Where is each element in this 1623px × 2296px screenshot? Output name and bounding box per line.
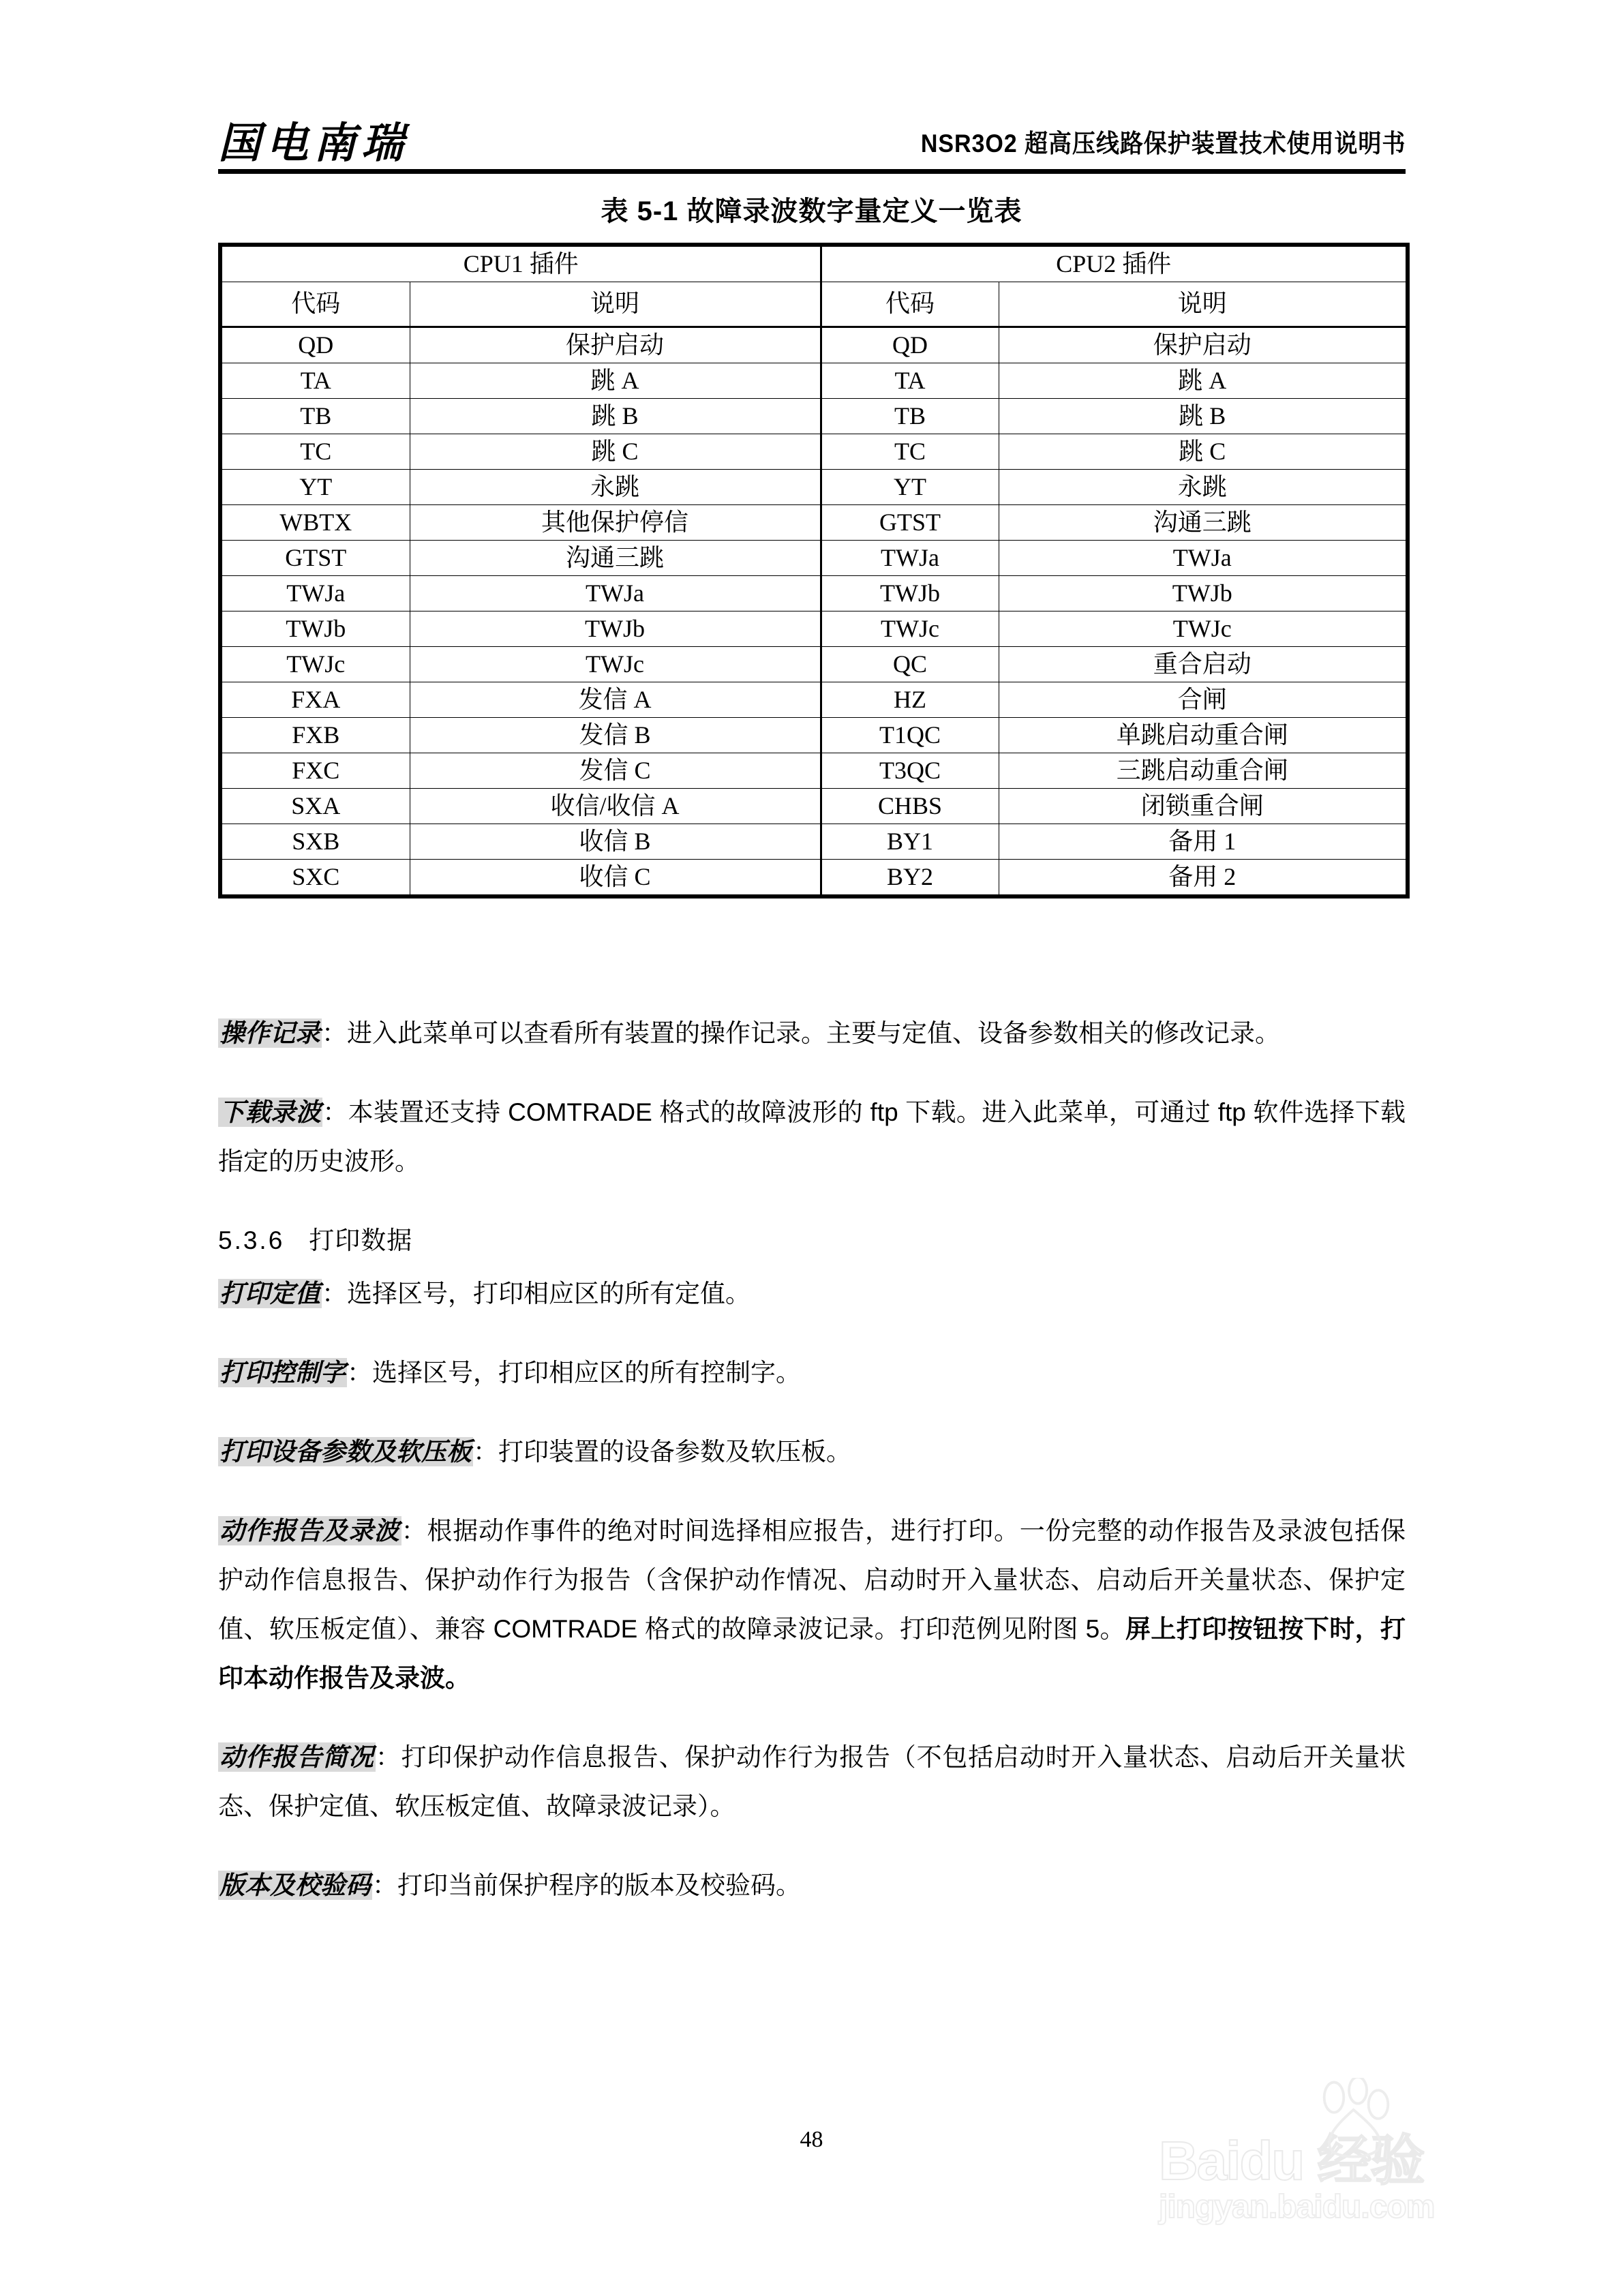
table-column-header: 说明 bbox=[999, 282, 1408, 327]
table-cell-description: TWJb bbox=[999, 576, 1408, 611]
term-print-device-params: 打印设备参数及软压板 bbox=[219, 1438, 472, 1466]
table-cell-description: 闭锁重合闸 bbox=[999, 789, 1408, 824]
table-cell-description: 重合启动 bbox=[999, 647, 1408, 682]
table-cell-description: 收信/收信 A bbox=[410, 789, 821, 824]
text-operation-record: ：进入此菜单可以查看所有装置的操作记录。主要与定值、设备参数相关的修改记录。 bbox=[322, 1019, 1280, 1047]
page-header bbox=[218, 102, 1406, 177]
table-cell-code: TC bbox=[220, 434, 410, 470]
baidu-watermark bbox=[1159, 2079, 1581, 2263]
table-cell-code: TWJc bbox=[220, 647, 410, 682]
table-subheader-row bbox=[220, 282, 1408, 327]
table-cell-description: 收信 C bbox=[410, 860, 821, 897]
table-cell-description: 收信 B bbox=[410, 824, 821, 860]
table-cell-code: TWJb bbox=[821, 576, 999, 611]
paragraph-action-report-wave bbox=[218, 1507, 1406, 1703]
table-column-header: 说明 bbox=[410, 282, 821, 327]
table-cell-description: 合闸 bbox=[999, 682, 1408, 718]
term-action-report-wave: 动作报告及录波 bbox=[219, 1517, 400, 1545]
table-cell-description: 其他保护停信 bbox=[410, 505, 821, 541]
table-cell-description: 跳 B bbox=[410, 399, 821, 434]
table-cell-code: BY2 bbox=[821, 860, 999, 897]
table-cell-code: TWJc bbox=[821, 611, 999, 647]
table-cell-code: TC bbox=[821, 434, 999, 470]
table-cell-code: QC bbox=[821, 647, 999, 682]
paragraph-version-checksum bbox=[218, 1861, 1406, 1910]
table-row bbox=[220, 753, 1408, 789]
table-row bbox=[220, 399, 1408, 434]
header-title: NSR3O2 超高压线路保护装置技术使用说明书 bbox=[920, 130, 1406, 157]
paragraph-download-wave bbox=[218, 1088, 1406, 1186]
table-column-header: 代码 bbox=[821, 282, 999, 327]
table-cell-code: QD bbox=[220, 327, 410, 363]
table-cell-description: 发信 B bbox=[410, 718, 821, 753]
table-cell-code: CHBS bbox=[821, 789, 999, 824]
term-action-report-brief: 动作报告简况 bbox=[219, 1743, 374, 1771]
table-row bbox=[220, 647, 1408, 682]
digital-quantity-table bbox=[218, 243, 1406, 898]
table-cell-code: BY1 bbox=[821, 824, 999, 860]
table-cell-code: QD bbox=[821, 327, 999, 363]
table-cell-description: 跳 C bbox=[410, 434, 821, 470]
table-cell-code: YT bbox=[220, 470, 410, 505]
table-cell-description: 永跳 bbox=[999, 470, 1408, 505]
table-cell-code: T1QC bbox=[821, 718, 999, 753]
paragraph-print-device-params bbox=[218, 1428, 1406, 1477]
text-action-report-wave: ：根据动作事件的绝对时间选择相应报告，进行打印。一份完整的动作报告及录波包括保护动作信息报告、保护动作行为报告（含保护动作情况、启动时开入量状态、启动后开关量状态、保护定值、软压板定值）、兼容 COMTRADE 格式的故障录波记录。打印范例见附图 5。 bbox=[218, 1517, 1406, 1643]
table-row bbox=[220, 327, 1408, 363]
text-action-report-brief: ：打印保护动作信息报告、保护动作行为报告（不包括启动时开入量状态、启动后开关量状态、保护定值、软压板定值、故障录波记录）。 bbox=[218, 1743, 1406, 1820]
text-print-setting: ：选择区号，打印相应区的所有定值。 bbox=[322, 1280, 750, 1308]
table-cell-code: TB bbox=[821, 399, 999, 434]
table-cell-description: TWJb bbox=[410, 611, 821, 647]
table-cell-description: 沟通三跳 bbox=[410, 541, 821, 576]
term-download-wave: 下载录波 bbox=[219, 1098, 322, 1126]
table-row bbox=[220, 505, 1408, 541]
table-cell-description: 单跳启动重合闸 bbox=[999, 718, 1408, 753]
section-number: 5.3.6 bbox=[218, 1226, 285, 1254]
section-title: 打印数据 bbox=[309, 1226, 413, 1254]
text-print-control-word: ：选择区号，打印相应区的所有控制字。 bbox=[347, 1359, 801, 1387]
page-number: 48 bbox=[800, 2127, 823, 2152]
paragraph-print-control-word bbox=[218, 1348, 1406, 1398]
table-group-header: CPU1 插件 bbox=[220, 245, 821, 282]
watermark-url: jingyan.baidu.com bbox=[1159, 2189, 1435, 2225]
table-row bbox=[220, 789, 1408, 824]
table-cell-code: WBTX bbox=[220, 505, 410, 541]
table-cell-description: TWJa bbox=[999, 541, 1408, 576]
table-cell-code: TA bbox=[220, 363, 410, 399]
text-action-report-wave-bold: 屏上打印按钮按下时，打印本动作报告及录波。 bbox=[218, 1615, 1406, 1692]
table-row bbox=[220, 434, 1408, 470]
table-cell-code: TB bbox=[220, 399, 410, 434]
term-print-control-word: 打印控制字 bbox=[219, 1359, 346, 1387]
table-cell-description: TWJa bbox=[410, 576, 821, 611]
table-cell-code: SXB bbox=[220, 824, 410, 860]
table-cell-description: 跳 B bbox=[999, 399, 1408, 434]
table-cell-code: TWJa bbox=[821, 541, 999, 576]
table-cell-code: YT bbox=[821, 470, 999, 505]
table-group-header-row bbox=[220, 245, 1408, 282]
table-cell-description: 永跳 bbox=[410, 470, 821, 505]
table-cell-code: HZ bbox=[821, 682, 999, 718]
table-cell-code: FXB bbox=[220, 718, 410, 753]
header-rule bbox=[218, 169, 1406, 174]
table-cell-description: 跳 A bbox=[999, 363, 1408, 399]
text-download-wave: ：本装置还支持 COMTRADE 格式的故障波形的 ftp 下载。进入此菜单，可通过 ftp 软件选择下载指定的历史波形。 bbox=[218, 1098, 1406, 1175]
table-cell-code: GTST bbox=[220, 541, 410, 576]
table-cell-description: TWJc bbox=[999, 611, 1408, 647]
table-row bbox=[220, 470, 1408, 505]
term-operation-record: 操作记录 bbox=[219, 1019, 320, 1047]
text-version-checksum: ：打印当前保护程序的版本及校验码。 bbox=[372, 1871, 801, 1899]
table-caption: 表 5-1 故障录波数字量定义一览表 bbox=[601, 196, 1022, 226]
table-cell-description: 备用 2 bbox=[999, 860, 1408, 897]
table-cell-code: TA bbox=[821, 363, 999, 399]
table-group-header: CPU2 插件 bbox=[821, 245, 1408, 282]
table-cell-description: 发信 A bbox=[410, 682, 821, 718]
table-row bbox=[220, 860, 1408, 897]
table-cell-description: 三跳启动重合闸 bbox=[999, 753, 1408, 789]
table-cell-code: SXA bbox=[220, 789, 410, 824]
table-cell-code: TWJb bbox=[220, 611, 410, 647]
paragraph-operation-record bbox=[218, 1009, 1406, 1058]
table-row bbox=[220, 682, 1408, 718]
term-print-setting: 打印定值 bbox=[219, 1280, 320, 1308]
table-cell-description: 备用 1 bbox=[999, 824, 1408, 860]
paragraph-action-report-brief bbox=[218, 1733, 1406, 1831]
document-body bbox=[218, 1009, 1406, 1940]
table-cell-code: GTST bbox=[821, 505, 999, 541]
company-logo: 国电南瑞 bbox=[218, 118, 410, 168]
table-cell-description: TWJc bbox=[410, 647, 821, 682]
text-print-device-params: ：打印装置的设备参数及软压板。 bbox=[473, 1438, 851, 1466]
paw-icon bbox=[1307, 2078, 1396, 2166]
table-cell-code: FXC bbox=[220, 753, 410, 789]
table-cell-description: 跳 A bbox=[410, 363, 821, 399]
table-row bbox=[220, 824, 1408, 860]
table-row bbox=[220, 541, 1408, 576]
table-cell-description: 发信 C bbox=[410, 753, 821, 789]
table-cell-description: 沟通三跳 bbox=[999, 505, 1408, 541]
table-cell-code: TWJa bbox=[220, 576, 410, 611]
term-version-checksum: 版本及校验码 bbox=[219, 1871, 371, 1899]
table-cell-code: T3QC bbox=[821, 753, 999, 789]
table-cell-description: 保护启动 bbox=[999, 327, 1408, 363]
table-cell-description: 保护启动 bbox=[410, 327, 821, 363]
watermark-brand: Baidu 经验 bbox=[1159, 2130, 1424, 2191]
table-cell-description: 跳 C bbox=[999, 434, 1408, 470]
table-cell-code: SXC bbox=[220, 860, 410, 897]
table-row bbox=[220, 576, 1408, 611]
table-row bbox=[220, 363, 1408, 399]
table-cell-code: FXA bbox=[220, 682, 410, 718]
table-row bbox=[220, 611, 1408, 647]
table-column-header: 代码 bbox=[220, 282, 410, 327]
paragraph-print-setting bbox=[218, 1269, 1406, 1318]
table-row bbox=[220, 718, 1408, 753]
section-heading-print-data bbox=[218, 1216, 1406, 1265]
